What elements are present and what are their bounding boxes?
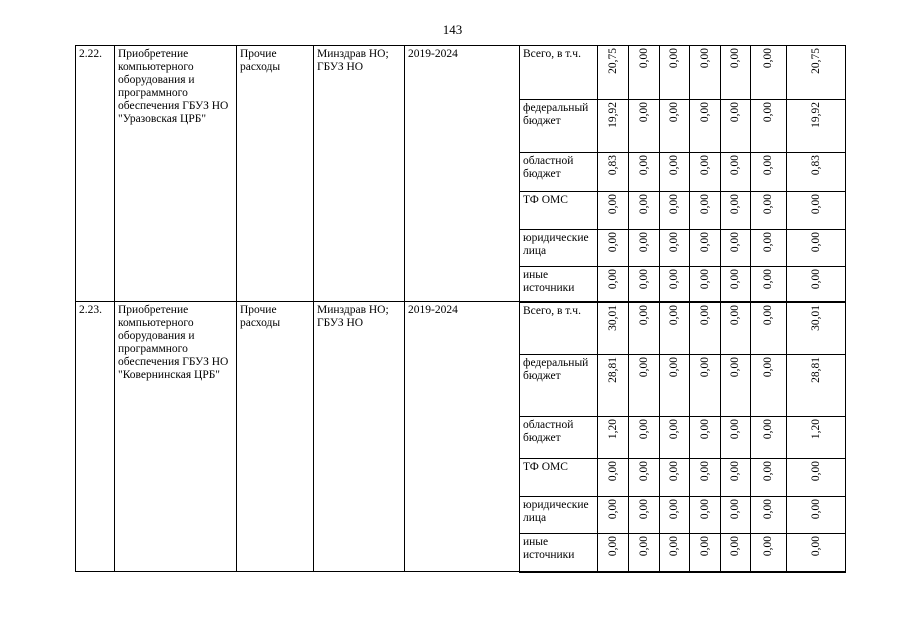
value-cell	[598, 534, 629, 572]
value-text: 0,00	[668, 269, 680, 290]
value-text: 19,92	[809, 102, 822, 128]
value-cell	[721, 230, 751, 267]
value-text: 0,00	[698, 536, 711, 557]
value-text: 0,00	[637, 304, 650, 325]
value-text: 0,00	[668, 102, 680, 123]
value-cell	[690, 230, 721, 267]
value-text: 0,00	[809, 269, 822, 290]
value-text: 0,83	[809, 155, 822, 176]
funding-source: иные источники	[520, 534, 598, 572]
value-cell	[751, 497, 787, 534]
value-text: 20,75	[606, 48, 619, 74]
value-cell	[721, 192, 751, 230]
value-text: 1,20	[606, 419, 619, 440]
value-text: 0,00	[637, 194, 650, 215]
value-cell	[721, 497, 751, 534]
value-text: 0,00	[729, 304, 741, 325]
period: 2019-2024	[405, 46, 520, 302]
expense-type: Прочие расходы	[237, 46, 314, 302]
value-text: 0,00	[637, 357, 650, 378]
value-text: 0,00	[698, 419, 711, 440]
value-cell	[690, 100, 721, 153]
value-cell	[690, 355, 721, 417]
measure-description: Приобретение компьютерного оборудования и программного обеспечения ГБУЗ НО "Уразовская ЦРБ"	[115, 46, 237, 302]
value-text: 0,00	[698, 304, 711, 325]
value-text: 0,00	[698, 499, 711, 520]
value-cell	[598, 192, 629, 230]
value-cell	[721, 355, 751, 417]
value-text: 0,00	[729, 419, 741, 440]
value-text: 0,00	[809, 194, 822, 215]
value-cell	[690, 497, 721, 534]
value-text: 0,00	[637, 419, 650, 440]
value-cell	[598, 459, 629, 497]
value-cell	[751, 302, 787, 355]
value-cell	[690, 417, 721, 459]
value-text: 0,00	[698, 232, 711, 253]
value-cell	[660, 100, 690, 153]
value-cell	[629, 534, 660, 572]
value-text: 0,00	[668, 155, 680, 176]
funding-source: юридические лица	[520, 230, 598, 267]
value-cell	[629, 355, 660, 417]
value-cell	[629, 100, 660, 153]
value-text: 0,00	[729, 357, 741, 378]
value-cell	[660, 46, 690, 100]
value-text: 0,00	[762, 304, 774, 325]
value-text: 0,00	[637, 232, 650, 253]
value-cell	[787, 46, 846, 100]
value-text: 0,00	[762, 536, 774, 557]
value-cell	[629, 417, 660, 459]
value-cell	[690, 46, 721, 100]
value-cell	[629, 302, 660, 355]
value-text: 0,00	[809, 232, 822, 253]
value-text: 0,00	[668, 357, 680, 378]
value-text: 30,01	[809, 304, 822, 331]
value-text: 0,00	[729, 269, 741, 290]
value-text: 0,00	[606, 269, 619, 290]
value-text: 0,00	[762, 232, 774, 253]
value-text: 0,00	[729, 194, 741, 215]
value-text: 0,83	[606, 155, 619, 176]
value-text: 0,00	[762, 48, 774, 69]
value-text: 0,00	[668, 232, 680, 253]
executor: Минздрав НО; ГБУЗ НО	[314, 302, 405, 572]
value-text: 0,00	[729, 461, 741, 482]
value-cell	[598, 100, 629, 153]
value-text: 1,20	[809, 419, 822, 440]
value-cell	[721, 534, 751, 572]
value-text: 0,00	[606, 536, 619, 557]
value-cell	[598, 267, 629, 302]
value-text: 20,75	[809, 48, 822, 74]
value-cell	[751, 46, 787, 100]
value-cell	[721, 302, 751, 355]
value-cell	[751, 153, 787, 192]
value-cell	[787, 417, 846, 459]
value-text: 0,00	[698, 269, 711, 290]
executor: Минздрав НО; ГБУЗ НО	[314, 46, 405, 302]
value-text: 0,00	[668, 48, 680, 69]
value-text: 0,00	[637, 155, 650, 176]
value-cell	[660, 417, 690, 459]
value-cell	[787, 153, 846, 192]
value-text: 0,00	[762, 357, 774, 378]
value-text: 0,00	[762, 419, 774, 440]
value-text: 0,00	[762, 269, 774, 290]
value-cell	[660, 355, 690, 417]
value-cell	[660, 534, 690, 572]
value-cell	[787, 355, 846, 417]
value-cell	[598, 497, 629, 534]
value-text: 19,92	[606, 102, 619, 128]
expense-type: Прочие расходы	[237, 302, 314, 572]
funding-source: федеральный бюджет	[520, 100, 598, 153]
value-cell	[721, 267, 751, 302]
value-text: 0,00	[637, 102, 650, 123]
value-cell	[629, 192, 660, 230]
value-cell	[660, 192, 690, 230]
value-cell	[721, 459, 751, 497]
value-cell	[751, 230, 787, 267]
value-text: 28,81	[606, 357, 619, 383]
value-text: 0,00	[606, 232, 619, 253]
funding-source: Всего, в т.ч.	[520, 46, 598, 100]
value-cell	[598, 230, 629, 267]
value-text: 0,00	[698, 461, 711, 482]
value-cell	[690, 459, 721, 497]
value-text: 0,00	[762, 461, 774, 482]
value-text: 0,00	[668, 304, 680, 325]
value-cell	[751, 192, 787, 230]
value-cell	[629, 153, 660, 192]
value-text: 0,00	[668, 499, 680, 520]
funding-source: федеральный бюджет	[520, 355, 598, 417]
funding-source: областной бюджет	[520, 417, 598, 459]
value-text: 0,00	[606, 194, 619, 215]
table-row	[76, 46, 846, 100]
value-cell	[787, 497, 846, 534]
row-number: 2.23.	[76, 302, 115, 572]
value-text: 0,00	[698, 194, 711, 215]
measure-description: Приобретение компьютерного оборудования и программного обеспечения ГБУЗ НО "Ковернинская ЦРБ"	[115, 302, 237, 572]
value-cell	[660, 302, 690, 355]
value-cell	[751, 417, 787, 459]
value-cell	[787, 534, 846, 572]
value-text: 0,00	[762, 155, 774, 176]
value-text: 0,00	[809, 536, 822, 557]
funding-source: Всего, в т.ч.	[520, 302, 598, 355]
value-text: 0,00	[762, 102, 774, 123]
row-number: 2.22.	[76, 46, 115, 302]
value-text: 0,00	[729, 499, 741, 520]
value-cell	[690, 302, 721, 355]
value-cell	[787, 267, 846, 302]
value-cell	[721, 100, 751, 153]
value-text: 0,00	[809, 461, 822, 482]
value-text: 0,00	[729, 232, 741, 253]
value-cell	[629, 46, 660, 100]
funding-source: ТФ ОМС	[520, 459, 598, 497]
value-text: 0,00	[698, 357, 711, 378]
page-number: 143	[442, 22, 463, 37]
value-cell	[721, 46, 751, 100]
value-text: 0,00	[668, 536, 680, 557]
value-text: 0,00	[668, 194, 680, 215]
value-cell	[660, 230, 690, 267]
value-cell	[751, 534, 787, 572]
value-cell	[690, 267, 721, 302]
value-cell	[690, 534, 721, 572]
value-cell	[629, 230, 660, 267]
value-text: 0,00	[809, 499, 822, 520]
value-cell	[598, 417, 629, 459]
value-cell	[598, 46, 629, 100]
value-cell	[787, 302, 846, 355]
value-cell	[787, 459, 846, 497]
value-cell	[660, 153, 690, 192]
value-text: 0,00	[698, 155, 711, 176]
value-text: 0,00	[729, 102, 741, 123]
program-table	[75, 45, 846, 573]
value-text: 0,00	[729, 155, 741, 176]
value-cell	[629, 267, 660, 302]
value-text: 0,00	[729, 536, 741, 557]
funding-source: юридические лица	[520, 497, 598, 534]
value-text: 0,00	[762, 194, 774, 215]
period: 2019-2024	[405, 302, 520, 572]
value-cell	[721, 417, 751, 459]
value-text: 0,00	[698, 102, 711, 123]
value-text: 0,00	[637, 499, 650, 520]
value-text: 0,00	[606, 499, 619, 520]
value-cell	[751, 459, 787, 497]
value-cell	[751, 355, 787, 417]
value-cell	[751, 267, 787, 302]
table-body	[76, 46, 846, 572]
value-cell	[690, 192, 721, 230]
value-text: 0,00	[668, 461, 680, 482]
value-cell	[660, 459, 690, 497]
value-text: 0,00	[698, 48, 711, 69]
value-cell	[721, 153, 751, 192]
value-cell	[660, 497, 690, 534]
value-cell	[787, 100, 846, 153]
value-cell	[629, 459, 660, 497]
value-text: 0,00	[637, 461, 650, 482]
value-text: 0,00	[637, 48, 650, 69]
value-cell	[690, 153, 721, 192]
value-cell	[751, 100, 787, 153]
value-text: 0,00	[668, 419, 680, 440]
value-text: 0,00	[637, 269, 650, 290]
value-text: 0,00	[637, 536, 650, 557]
funding-source: областной бюджет	[520, 153, 598, 192]
value-cell	[598, 302, 629, 355]
value-cell	[787, 192, 846, 230]
funding-source: ТФ ОМС	[520, 192, 598, 230]
table-row	[76, 302, 846, 355]
funding-source: иные источники	[520, 267, 598, 302]
value-cell	[598, 355, 629, 417]
value-text: 0,00	[729, 48, 741, 69]
value-cell	[660, 267, 690, 302]
value-text: 30,01	[606, 304, 619, 331]
value-cell	[629, 497, 660, 534]
value-text: 28,81	[809, 357, 822, 383]
value-text: 0,00	[606, 461, 619, 482]
value-cell	[598, 153, 629, 192]
value-text: 0,00	[762, 499, 774, 520]
value-cell	[787, 230, 846, 267]
